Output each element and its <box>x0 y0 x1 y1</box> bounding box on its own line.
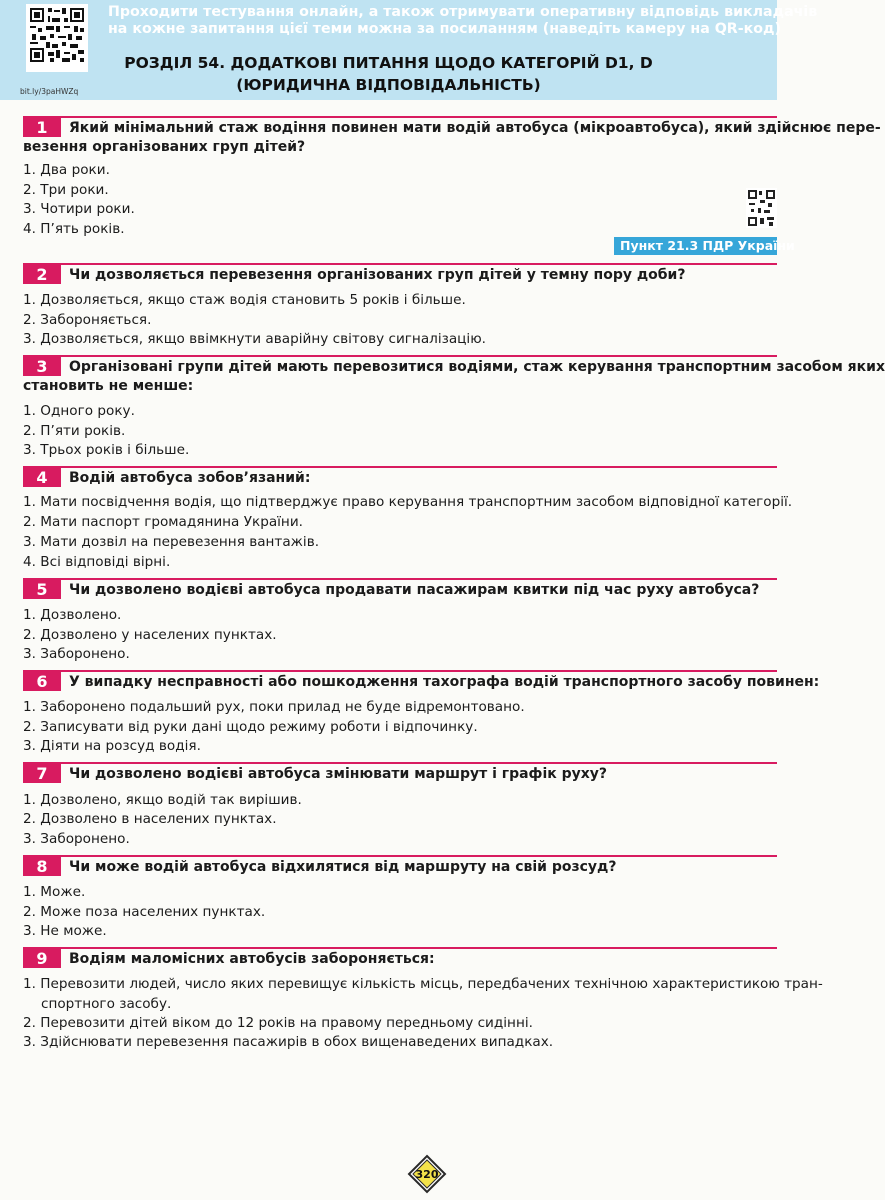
answer-option[interactable]: 1. Одного року. <box>23 403 135 419</box>
question-header <box>23 355 885 394</box>
question-text-continued: становить не менше: <box>23 378 194 394</box>
answer-option[interactable]: 2. Дозволено в населених пунктах. <box>23 811 277 827</box>
answer-option[interactable]: 1. Перевозити людей, число яких перевищує кількість місць, передбачених технічною характеристикою тран- <box>23 976 823 992</box>
answer-option[interactable]: 3. Дозволяється, якщо ввімкнути аварійну світову сигналізацію. <box>23 331 486 347</box>
answer-option[interactable]: 4. П’ять років. <box>23 221 125 237</box>
question-number: 3 <box>23 357 61 376</box>
answer-option[interactable]: 3. Здійснювати перевезення пасажирів в обох вищенаведених випадках. <box>23 1034 554 1050</box>
answer-option[interactable]: 2. Три роки. <box>23 182 109 198</box>
question-header <box>23 466 777 487</box>
answer-option[interactable]: 2. Мати паспорт громадянина України. <box>23 514 303 530</box>
question-header <box>23 263 777 284</box>
question-header <box>23 855 777 876</box>
question-number: 2 <box>23 265 61 284</box>
question-number: 9 <box>23 949 61 968</box>
answer-option[interactable]: 4. Всі відповіді вірні. <box>23 554 171 570</box>
question-text: Чи дозволено водієві автобуса змінювати маршрут і графік руху? <box>69 766 608 782</box>
answer-option[interactable]: 1. Два роки. <box>23 162 110 178</box>
answer-option[interactable]: 3. Трьох років і більше. <box>23 442 190 458</box>
question-header <box>23 116 881 155</box>
answer-option[interactable]: 3. Діяти на розсуд водія. <box>23 738 201 754</box>
question-number: 1 <box>23 118 61 137</box>
qr-code-icon[interactable] <box>746 188 777 228</box>
answer-option[interactable]: 1. Дозволено, якщо водій так вирішив. <box>23 792 302 808</box>
question-text: Організовані групи дітей мають перевозитися водіями, стаж керування транспортним засобом яких <box>69 359 885 375</box>
section-title-line-1: РОЗДІЛ 54. ДОДАТКОВІ ПИТАННЯ ЩОДО КАТЕГОРІЙ D1, D <box>124 54 653 72</box>
answer-option[interactable]: 2. Дозволено у населених пунктах. <box>23 627 277 643</box>
question-header <box>23 947 777 968</box>
page-number-badge <box>407 1154 447 1194</box>
question-text: Чи дозволено водієві автобуса продавати пасажирам квитки під час руху автобуса? <box>69 582 760 598</box>
question-number: 8 <box>23 857 61 876</box>
page-header <box>0 0 818 100</box>
question-header <box>23 670 820 691</box>
answer-option[interactable]: 1. Заборонено подальший рух, поки прилад не буде відремонтовано. <box>23 699 525 715</box>
question-number: 6 <box>23 672 61 691</box>
answer-option[interactable]: 1. Дозволяється, якщо стаж водія становить 5 років і більше. <box>23 292 466 308</box>
section-title <box>0 52 777 96</box>
answer-option[interactable]: 3. Заборонено. <box>23 831 130 847</box>
question-text: Який мінімальний стаж водіння повинен мати водій автобуса (мікроавтобуса), який здійснює пере- <box>69 120 881 136</box>
answer-option[interactable]: 3. Не може. <box>23 923 107 939</box>
answer-option[interactable]: 2. Перевозити дітей віком до 12 років на правому передньому сидінні. <box>23 1015 533 1031</box>
question-number: 7 <box>23 764 61 783</box>
question-header <box>23 762 777 783</box>
answer-option[interactable]: 2. П’яти років. <box>23 423 126 439</box>
rule-reference-badge: Пункт 21.3 ПДР України <box>614 237 777 255</box>
question-text: Водіям маломісних автобусів забороняється: <box>69 951 435 967</box>
banner-line-1: Проходити тестування онлайн, а також отримувати оперативну відповідь викладачів <box>108 4 818 20</box>
answer-option[interactable]: 1. Мати посвідчення водія, що підтверджує право керування транспортним засобом відповідної категорії. <box>23 494 793 510</box>
question-text: Чи може водій автобуса відхилятися від маршруту на свій розсуд? <box>69 859 617 875</box>
answer-option[interactable]: 1. Дозволено. <box>23 607 122 623</box>
answer-option-continued: спортного засобу. <box>41 996 172 1012</box>
answer-option[interactable]: 2. Записувати від руки дані щодо режиму роботи і відпочинку. <box>23 719 478 735</box>
answer-option[interactable]: 3. Заборонено. <box>23 646 130 662</box>
question-text: Чи дозволяється перевезення організованих груп дітей у темну пору доби? <box>69 267 686 283</box>
banner-line-2: на кожне запитання цієї теми можна за посиланням (наведіть камеру на QR-код) <box>108 21 781 37</box>
question-number: 4 <box>23 468 61 487</box>
online-testing-banner <box>108 4 818 38</box>
answer-option[interactable]: 1. Може. <box>23 884 86 900</box>
answer-option[interactable]: 2. Може поза населених пунктах. <box>23 904 266 920</box>
answer-option[interactable]: 2. Забороняється. <box>23 312 152 328</box>
page-number: 320 <box>415 1168 439 1181</box>
answer-option[interactable]: 3. Чотири роки. <box>23 201 135 217</box>
question-text: Водій автобуса зобов’язаний: <box>69 470 311 486</box>
question-text-continued: везення організованих груп дітей? <box>23 139 306 155</box>
answer-option[interactable]: 3. Мати дозвіл на перевезення вантажів. <box>23 534 320 550</box>
section-title-line-2: (ЮРИДИЧНА ВІДПОВІДАЛЬНІСТЬ) <box>236 76 541 94</box>
question-text: У випадку несправності або пошкодження тахографа водій транспортного засобу повинен: <box>69 674 820 690</box>
qr-link-text[interactable]: bit.ly/3paHWZq <box>20 87 79 96</box>
question-number: 5 <box>23 580 61 599</box>
question-header <box>23 578 777 599</box>
